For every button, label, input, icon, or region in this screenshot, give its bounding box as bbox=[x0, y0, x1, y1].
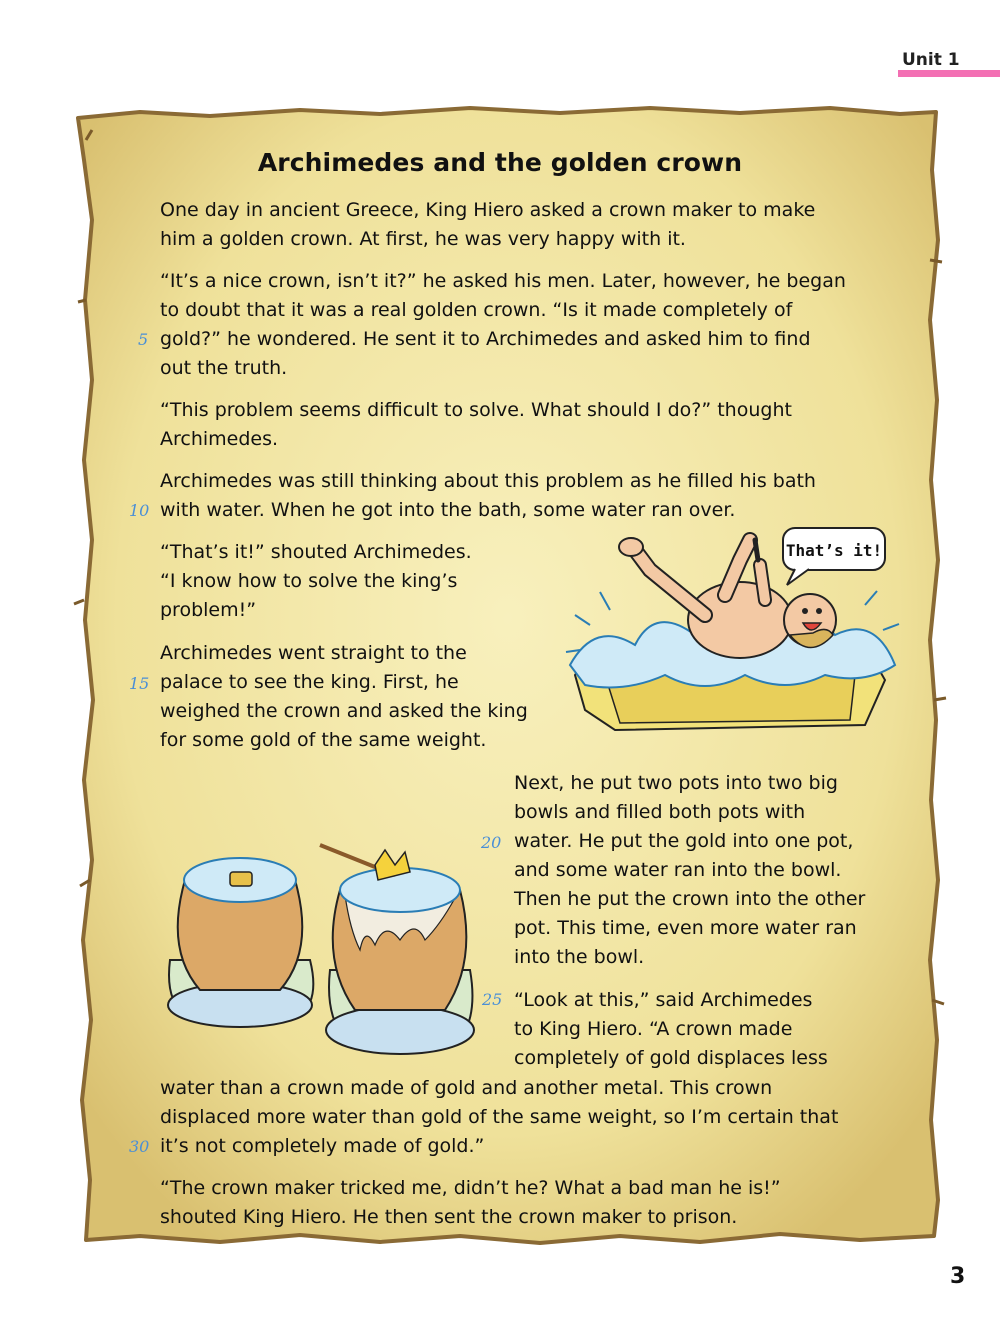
paragraph-7 bbox=[514, 769, 865, 972]
line-number-5: 5 bbox=[138, 330, 149, 349]
text-line: Archimedes was still thinking about this problem as he filled his bath bbox=[160, 470, 816, 492]
text-line: with water. When he got into the bath, some water ran over. bbox=[160, 499, 736, 521]
pots-illustration bbox=[160, 840, 480, 1070]
paragraph-5 bbox=[160, 538, 472, 625]
unit-label: Unit 1 bbox=[902, 50, 960, 70]
line-number-20: 20 bbox=[481, 833, 502, 852]
text-line: water than a crown made of gold and another metal. This crown bbox=[160, 1077, 773, 1099]
text-line: “The crown maker tricked me, didn’t he? What a bad man he is!” bbox=[160, 1177, 781, 1199]
text-line: completely of gold displaces less bbox=[514, 1047, 828, 1069]
text-line: One day in ancient Greece, King Hiero asked a crown maker to make bbox=[160, 199, 816, 221]
page-number: 3 bbox=[950, 1264, 966, 1289]
text-line: Next, he put two pots into two big bbox=[514, 772, 838, 794]
text-line: “This problem seems difficult to solve. What should I do?” thought bbox=[160, 399, 792, 421]
text-line: “Look at this,” said Archimedes bbox=[514, 989, 813, 1011]
paragraph-1 bbox=[160, 196, 815, 254]
text-line: for some gold of the same weight. bbox=[160, 729, 487, 751]
text-line: into the bowl. bbox=[514, 946, 645, 968]
text-line: it’s not completely made of gold.” bbox=[160, 1135, 485, 1157]
story-title: Archimedes and the golden crown bbox=[257, 148, 743, 177]
text-line: Then he put the crown into the other bbox=[514, 888, 866, 910]
text-line: to King Hiero. “A crown made bbox=[514, 1018, 793, 1040]
line-number-10: 10 bbox=[129, 501, 150, 520]
text-line: “That’s it!” shouted Archimedes. bbox=[160, 541, 472, 563]
text-line: displaced more water than gold of the same weight, so I’m certain that bbox=[160, 1106, 839, 1128]
paragraph-2 bbox=[160, 267, 846, 383]
text-line: bowls and filled both pots with bbox=[514, 801, 806, 823]
archimedes-bath-illustration bbox=[565, 525, 910, 745]
text-line: “I know how to solve the king’s bbox=[160, 570, 458, 592]
paragraph-8 bbox=[514, 986, 828, 1073]
text-line: weighed the crown and asked the king bbox=[160, 700, 528, 722]
text-line: to doubt that it was a real golden crown. “Is it made completely of bbox=[160, 299, 793, 321]
text-line: problem!” bbox=[160, 599, 257, 621]
text-line: shouted King Hiero. He then sent the crown maker to prison. bbox=[160, 1206, 738, 1228]
line-number-30: 30 bbox=[129, 1137, 150, 1156]
paragraph-3 bbox=[160, 396, 792, 454]
text-line: Archimedes. bbox=[160, 428, 279, 450]
text-line: pot. This time, even more water ran bbox=[514, 917, 857, 939]
text-line: him a golden crown. At first, he was very happy with it. bbox=[160, 228, 686, 250]
text-line: and some water ran into the bowl. bbox=[514, 859, 842, 881]
text-line: Archimedes went straight to the bbox=[160, 642, 467, 664]
text-line: palace to see the king. First, he bbox=[160, 671, 459, 693]
speech-bubble-text: That’s it! bbox=[785, 541, 883, 560]
line-number-15: 15 bbox=[129, 674, 150, 693]
paragraph-4 bbox=[160, 467, 816, 525]
paragraph-8-continued bbox=[160, 1074, 838, 1161]
text-line: “It’s a nice crown, isn’t it?” he asked his men. Later, however, he began bbox=[160, 270, 846, 292]
text-line: water. He put the gold into one pot, bbox=[514, 830, 854, 852]
paragraph-9 bbox=[160, 1174, 781, 1232]
paragraph-6 bbox=[160, 639, 528, 755]
text-line: gold?” he wondered. He sent it to Archimedes and asked him to find bbox=[160, 328, 811, 350]
text-line: out the truth. bbox=[160, 357, 288, 379]
line-number-25: 25 bbox=[482, 990, 503, 1009]
